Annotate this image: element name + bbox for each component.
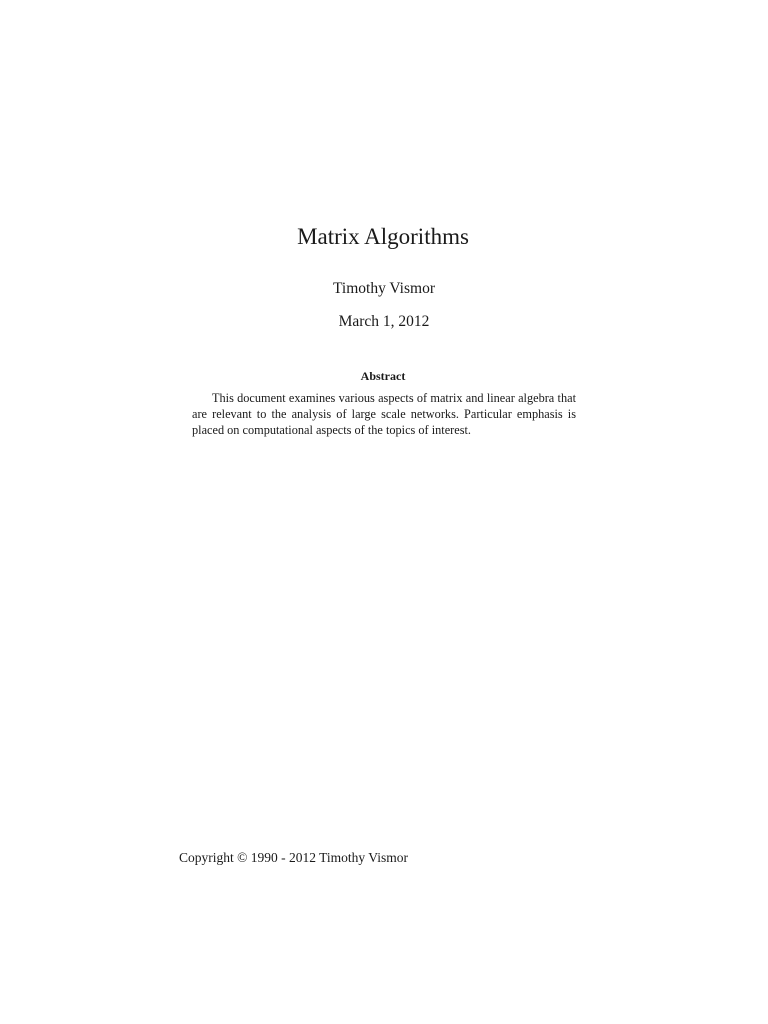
document-author: Timothy Vismor (332, 280, 435, 297)
copyright-notice: Copyright © 1990 - 2012 Timothy Vismor (179, 850, 408, 865)
abstract-text: This document examines various aspects of matrix and linear algebra that are relevant to the analysis of large scale networks. Particular emphasis is placed on computational aspects of the topics of interest. (192, 391, 576, 437)
abstract-heading: Abstract (360, 369, 406, 383)
document-date: March 1, 2012 (338, 313, 430, 330)
document-title: Matrix Algorithms (297, 224, 469, 249)
